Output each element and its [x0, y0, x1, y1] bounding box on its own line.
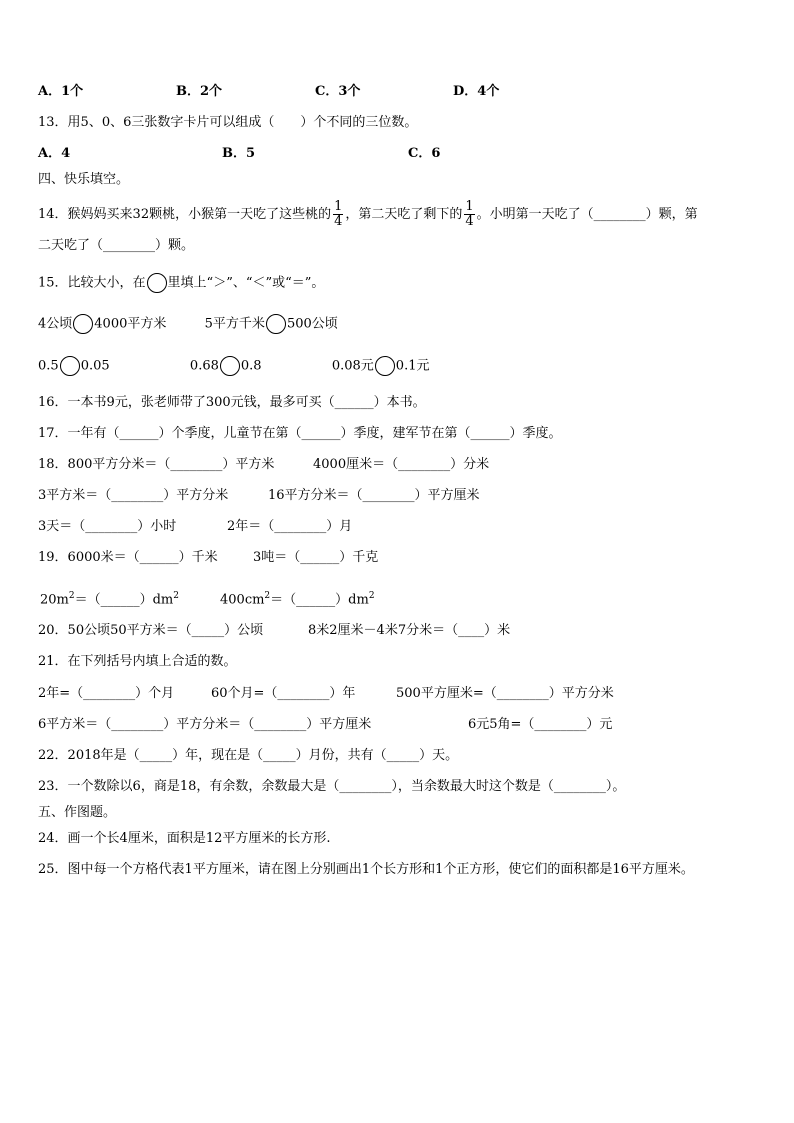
- q21-e: 6元5角=（________）元: [468, 717, 613, 732]
- compare-circle[interactable]: [266, 314, 286, 334]
- q16-text: 16．一本书9元，张老师带了300元钱，最多可买（______）本书。: [38, 395, 426, 410]
- q13-option-a: A．4: [38, 146, 71, 161]
- q12-option-a: A．1个: [38, 84, 84, 99]
- q18-a: 18．800平方分米＝（________）平方米: [38, 457, 275, 472]
- q15-part1: 15．比较大小，在: [38, 275, 146, 291]
- q19-c: $20m^2=(\_\_\_\_\_\_)dm^2$: [40, 591, 179, 608]
- compare-circle[interactable]: [60, 356, 80, 376]
- q15-r2-left-2: 0.68: [189, 358, 219, 374]
- q17-text: 17．一年有（______）个季度，儿童节在第（______）季度，建军节在第（______）季度。: [38, 426, 562, 441]
- q15-row-1: [38, 314, 338, 335]
- q14-part2: ，第二天吃了剩下的: [345, 207, 463, 222]
- q15-r1-left-2: 5平方千米: [204, 316, 265, 332]
- q24-text: 24．画一个长4厘米，面积是12平方厘米的长方形.: [38, 831, 331, 846]
- q12-option-c: C．3个: [315, 84, 361, 99]
- q15-line: [38, 273, 324, 294]
- q18-e: 3天＝（________）小时: [38, 519, 177, 534]
- q21-c: 500平方厘米=（________）平方分米: [396, 686, 614, 701]
- compare-circle[interactable]: [73, 314, 93, 334]
- q15-r2-left-1: 0.5: [38, 358, 59, 374]
- q14-fraction-1: $\frac{1}{4}$: [334, 199, 343, 229]
- q15-row-2: [38, 356, 429, 377]
- q12-option-d: D．4个: [453, 84, 500, 99]
- q19-b: 3吨＝（______）千克: [253, 550, 379, 565]
- q12-option-b: B．2个: [176, 84, 223, 99]
- q15-r1-right-1: 4000平方米: [94, 316, 167, 332]
- q19-a: 19．6000米＝（______）千米: [38, 550, 218, 565]
- q14-part3: 。小明第一天吃了（________）颗，第: [476, 207, 698, 222]
- q13-text: 13．用5、0、6三张数字卡片可以组成（ ）个不同的三位数。: [38, 115, 418, 130]
- q19-d: $400cm^2=(\_\_\_\_\_\_)dm^2$: [220, 591, 375, 608]
- compare-circle-icon: [147, 273, 167, 293]
- q20-a: 20．50公顷50平方米＝（_____）公顷: [38, 623, 264, 638]
- q13-option-b: B．5: [222, 146, 256, 161]
- q21-d: 6平方米＝（________）平方分米＝（________）平方厘米: [38, 717, 372, 732]
- q15-r2-right-1: 0.05: [80, 358, 110, 374]
- q15-r2-right-2: 0.8: [240, 358, 262, 374]
- section-5-heading: 五、作图题。: [38, 805, 117, 820]
- q18-f: 2年＝（________）月: [227, 519, 353, 534]
- q15-r2-right-3: 0.1元: [395, 358, 430, 374]
- q21-b: 60个月=（________）年: [211, 686, 356, 701]
- q15-part2: 里填上“＞”、“＜”或“＝”。: [167, 275, 325, 291]
- q13-option-c: C．6: [408, 146, 441, 161]
- q15-r2-left-3: 0.08元: [331, 358, 374, 374]
- q20-b: 8米2厘米－4米7分米＝（____）米: [308, 623, 511, 638]
- q18-d: 16平方分米＝（________）平方厘米: [268, 488, 480, 503]
- compare-circle[interactable]: [375, 356, 395, 376]
- q25-text: 25．图中每一个方格代表1平方厘米，请在图上分别画出1个长方形和1个正方形，使它们的面积都是16平方厘米。: [38, 862, 694, 877]
- q15-r1-right-2: 500公顷: [286, 316, 338, 332]
- q14-fraction-2: $\frac{1}{4}$: [465, 199, 474, 229]
- q23-text: 23．一个数除以6，商是18，有余数，余数最大是（________），当余数最大时这个数是（________）。: [38, 779, 626, 794]
- q22-text: 22．2018年是（_____）年，现在是（_____）月份，共有（_____）天。: [38, 748, 459, 763]
- q21-a: 2年=（________）个月: [38, 686, 175, 701]
- section-4-heading: 四、快乐填空。: [38, 172, 130, 187]
- q21-text: 21．在下列括号内填上合适的数。: [38, 654, 237, 669]
- q14-part1: 14．猴妈妈买来32颗桃，小猴第一天吃了这些桃的: [38, 207, 332, 222]
- q15-r1-left-1: 4公顷: [38, 316, 73, 332]
- compare-circle[interactable]: [220, 356, 240, 376]
- q14-line-1: [38, 200, 698, 229]
- q14-line-2: 二天吃了（________）颗。: [38, 238, 195, 253]
- q18-b: 4000厘米＝（________）分米: [313, 457, 490, 472]
- q18-c: 3平方米＝（________）平方分米: [38, 488, 229, 503]
